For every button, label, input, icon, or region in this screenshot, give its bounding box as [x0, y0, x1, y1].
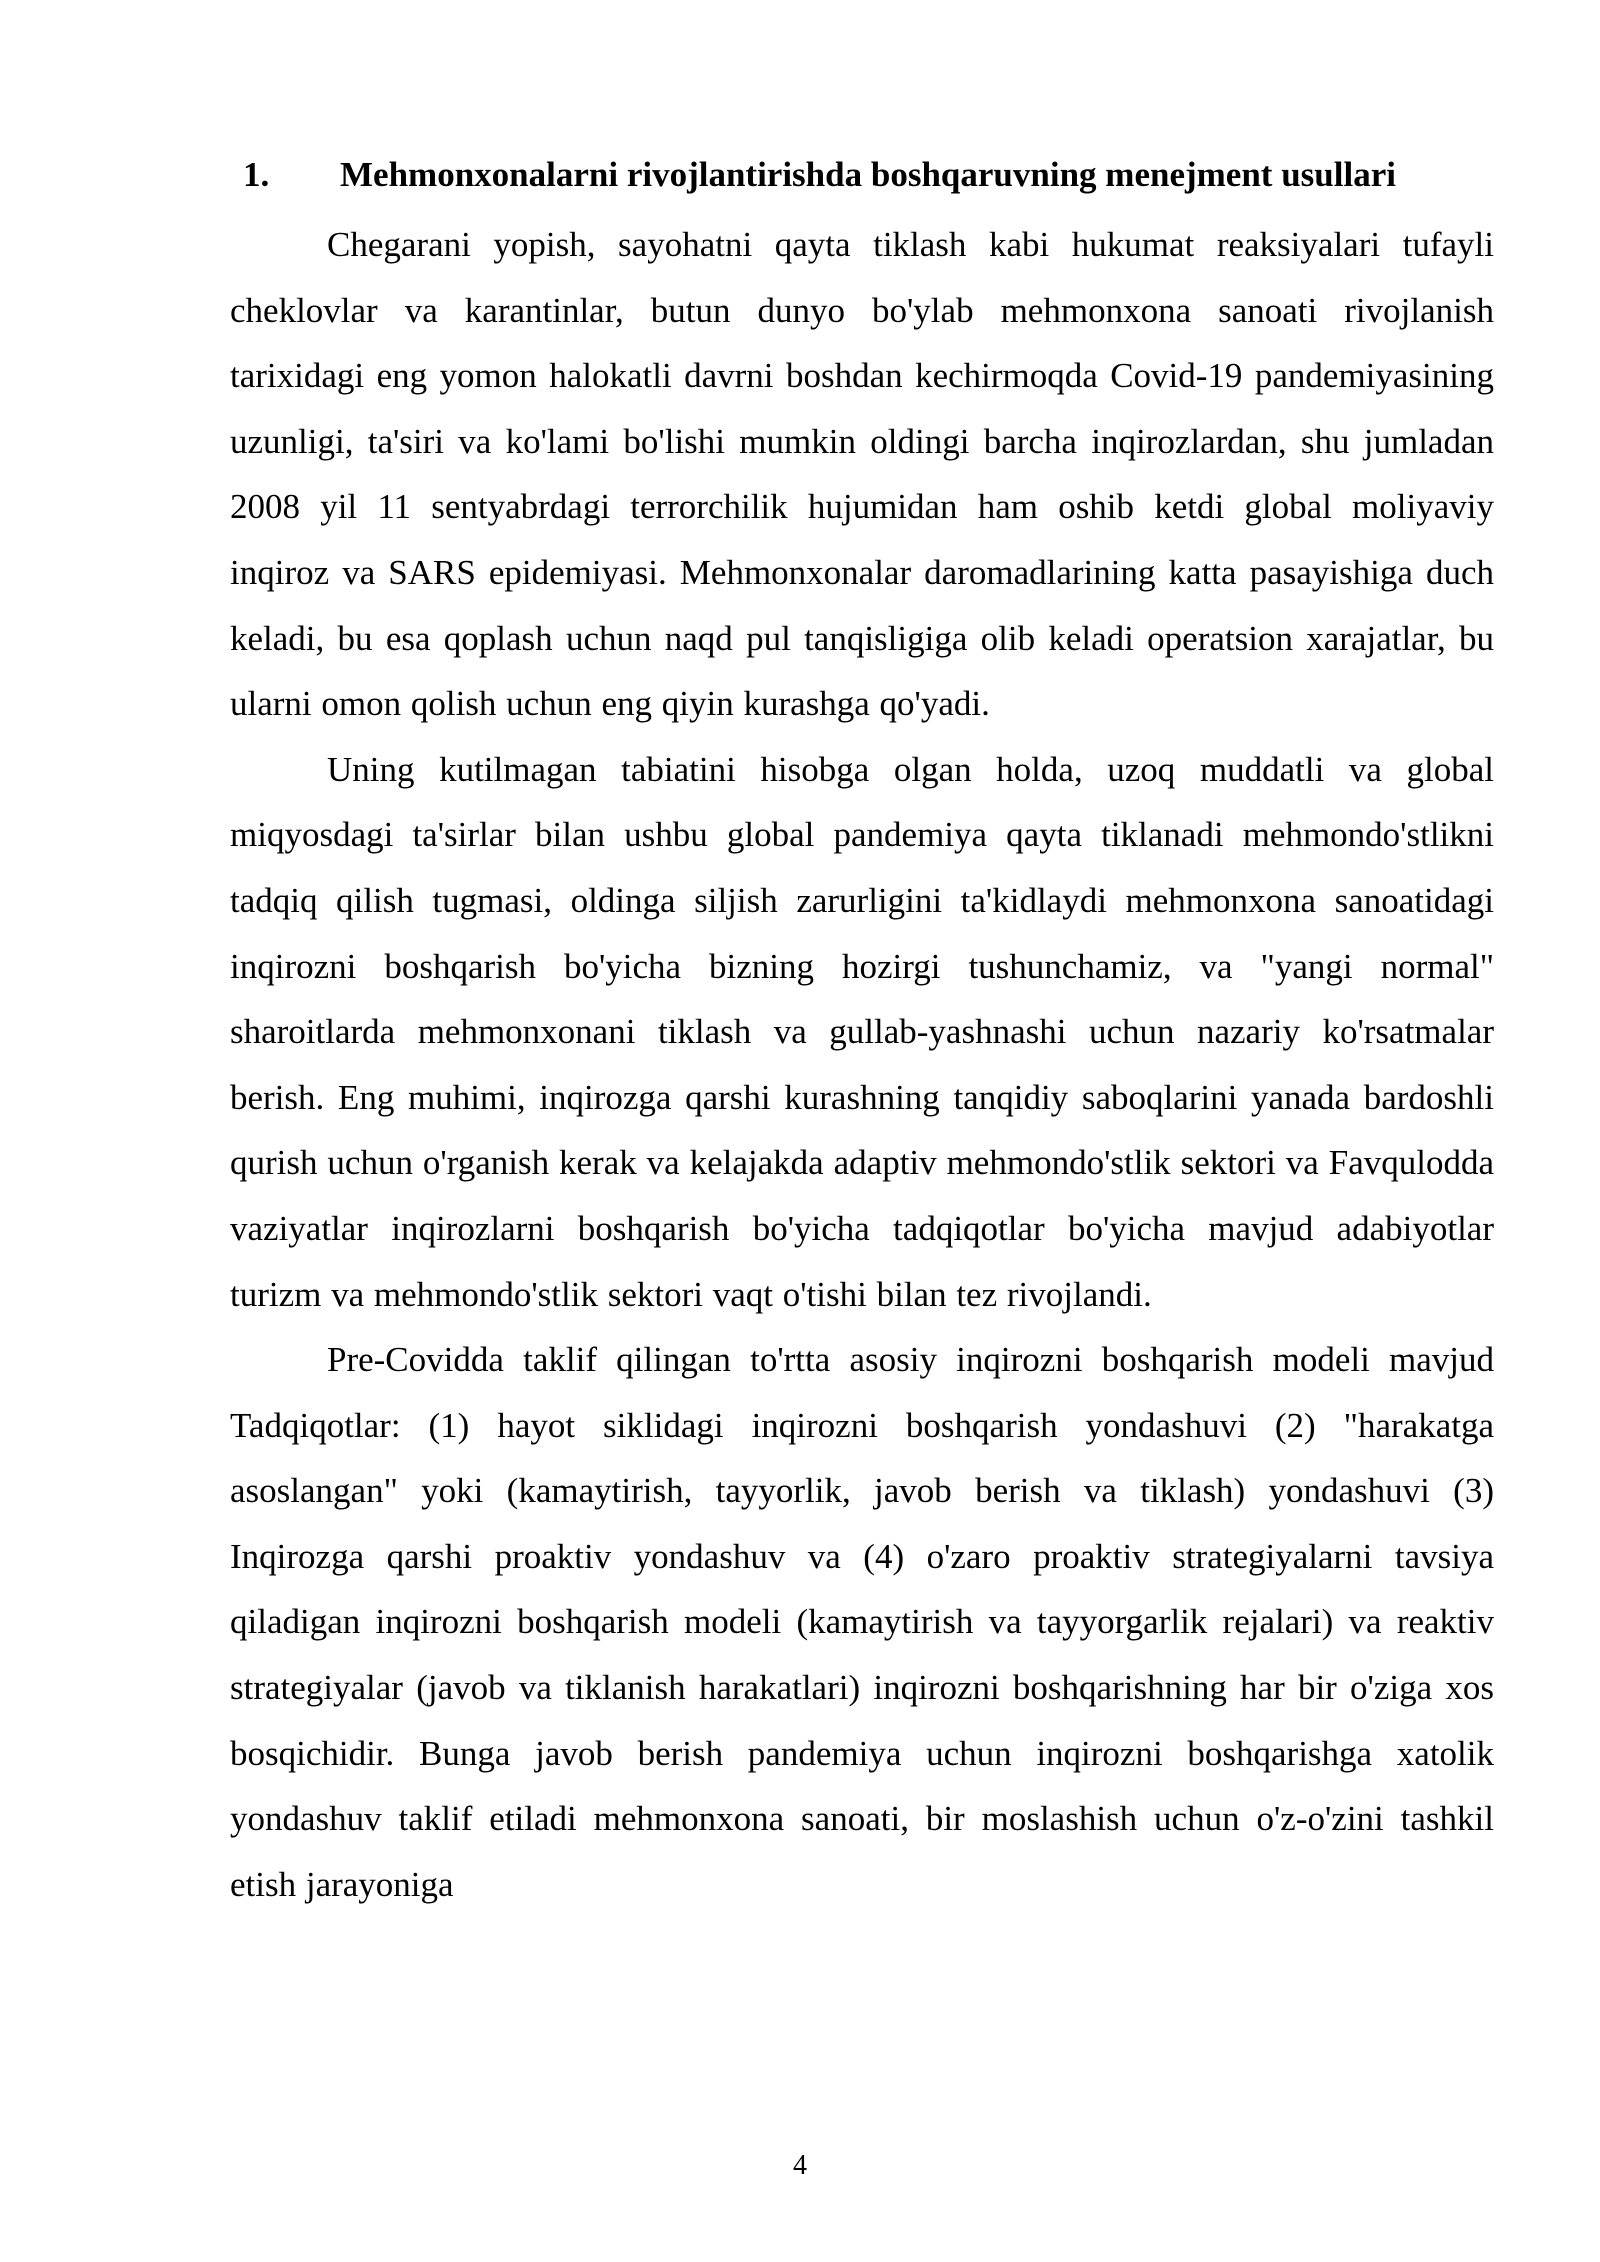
- section-number: 1.: [243, 155, 270, 194]
- page-number: 4: [793, 2150, 807, 2181]
- section-heading: [243, 150, 1503, 200]
- paragraph: Pre-Covidda taklif qilingan to'rtta asosiy inqirozni boshqarish modeli mavjud Tadqiqotlar: (1) hayot siklidagi inqirozni boshqarish yondashuvi (2) "harakatga asoslangan" yoki (kamaytirish, tayyorlik, javob berish va tiklash) yondashuvi (3) Inqirozga qarshi proaktiv yondashuv va (4) o'zaro proaktiv strategiyalarni tavsiya qiladigan inqirozni boshqarish modeli (kamaytirish va tayyorgarlik rejalari) va reaktiv strategiyalar (javob va tiklanish harakatlari) inqirozni boshqarishning har bir o'ziga xos bosqichidir. Bunga javob berish pandemiya uchun inqirozni boshqarishga xatolik yondashuv taklif etiladi mehmonxona sanoati, bir moslashish uchun o'z-o'zini tashkil etish jarayoniga: [230, 1340, 1494, 1904]
- paragraph: Chegarani yopish, sayohatni qayta tiklash kabi hukumat reaksiyalari tufayli cheklovlar va karantinlar, butun dunyo bo'ylab mehmonxona sanoati rivojlanish tarixidagi eng yomon halokatli davrni boshdan kechirmoqda Covid-19 pandemiyasining uzunligi, ta'siri va ko'lami bo'lishi mumkin oldingi barcha inqirozlardan, shu jumladan 2008 yil 11 sentyabrdagi terrorchilik hujumidan ham oshib ketdi global moliyaviy inqiroz va SARS epidemiyasi. Mehmonxonalar daromadlarining katta pasayishiga duch keladi, bu esa qoplash uchun naqd pul tanqisligiga olib keladi operatsion xarajatlar, bu ularni omon qolish uchun eng qiyin kurashga qo'yadi.: [230, 225, 1494, 724]
- paragraph: Uning kutilmagan tabiatini hisobga olgan holda, uzoq muddatli va global miqyosdagi ta'sirlar bilan ushbu global pandemiya qayta tiklanadi mehmondo'stlikni tadqiq qilish tugmasi, oldinga siljish zarurligini ta'kidlaydi mehmonxona sanoatidagi inqirozni boshqarish bo'yicha bizning hozirgi tushunchamiz, va "yangi normal" sharoitlarda mehmonxonani tiklash va gullab-yashnashi uchun nazariy ko'rsatmalar berish. Eng muhimi, inqirozga qarshi kurashning tanqidiy saboqlarini yanada bardoshli qurish uchun o'rganish kerak va kelajakda adaptiv mehmondo'stlik sektori va Favqulodda vaziyatlar inqirozlarni boshqarish bo'yicha tadqiqotlar bo'yicha mavjud adabiyotlar turizm va mehmondo'stlik sektori vaqt o'tishi bilan tez rivojlandi.: [230, 749, 1494, 1314]
- section-title: Mehmonxonalarni rivojlantirishda boshqaruvning menejment usullari: [340, 155, 1396, 194]
- body-text: [230, 212, 1494, 1917]
